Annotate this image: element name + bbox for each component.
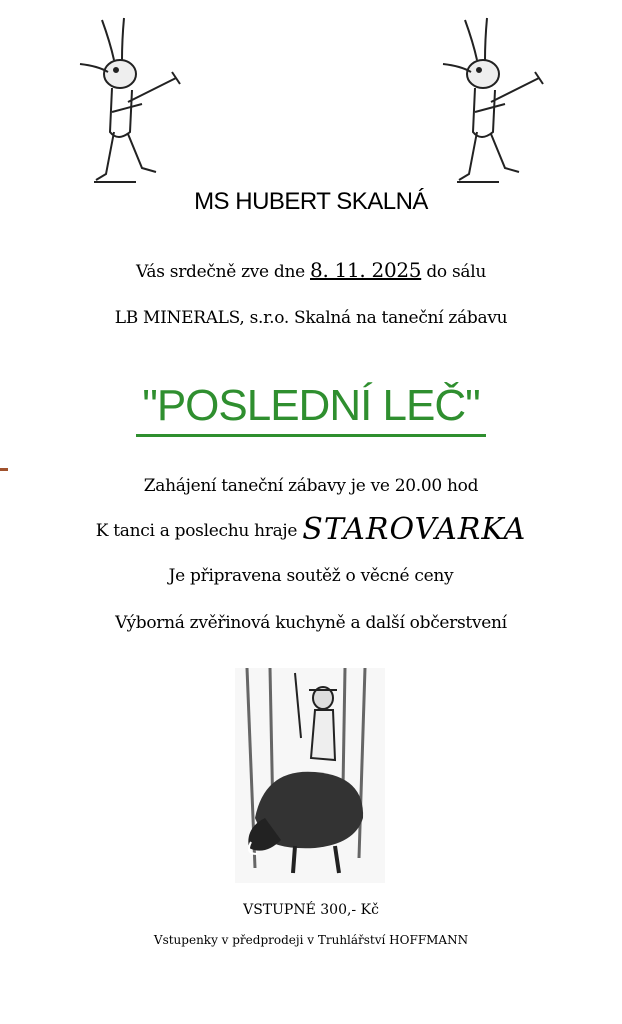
invitation-venue-text: do sálu — [421, 262, 486, 282]
venue-line: LB MINERALS, s.r.o. Skalná na taneční zábavu — [114, 308, 508, 328]
event-date: 8. 11. 2025 — [310, 258, 422, 282]
start-time-line: Zahájení taneční zábavy je ve 20.00 hod — [143, 476, 479, 496]
invitation-text: Vás srdečně zve dne — [135, 262, 311, 282]
music-prefix: K tanci a poslechu hraje — [95, 521, 303, 541]
contest-line: Je připravena soutěž o věcné ceny — [168, 566, 454, 586]
event-headline-text: "POSLEDNÍ LEČ" — [136, 380, 486, 437]
presale-info: Vstupenky v předprodeji v Truhlářství HOFFMANN — [153, 933, 469, 947]
event-headline — [0, 380, 622, 437]
food-line: Výborná zvěřinová kuchyně a další občerstvení — [115, 613, 507, 633]
edge-mark — [0, 468, 8, 471]
music-line — [0, 512, 622, 547]
band-name: STAROVARKA — [302, 512, 527, 547]
invitation-line — [0, 258, 622, 282]
page-title: MS HUBERT SKALNÁ — [194, 188, 428, 215]
hunting-rabbit-icon — [435, 12, 545, 192]
hunting-rabbit-icon — [72, 12, 182, 192]
hunter-on-boar-illustration — [235, 668, 385, 883]
admission-price: VSTUPNÉ 300,- Kč — [243, 902, 379, 918]
